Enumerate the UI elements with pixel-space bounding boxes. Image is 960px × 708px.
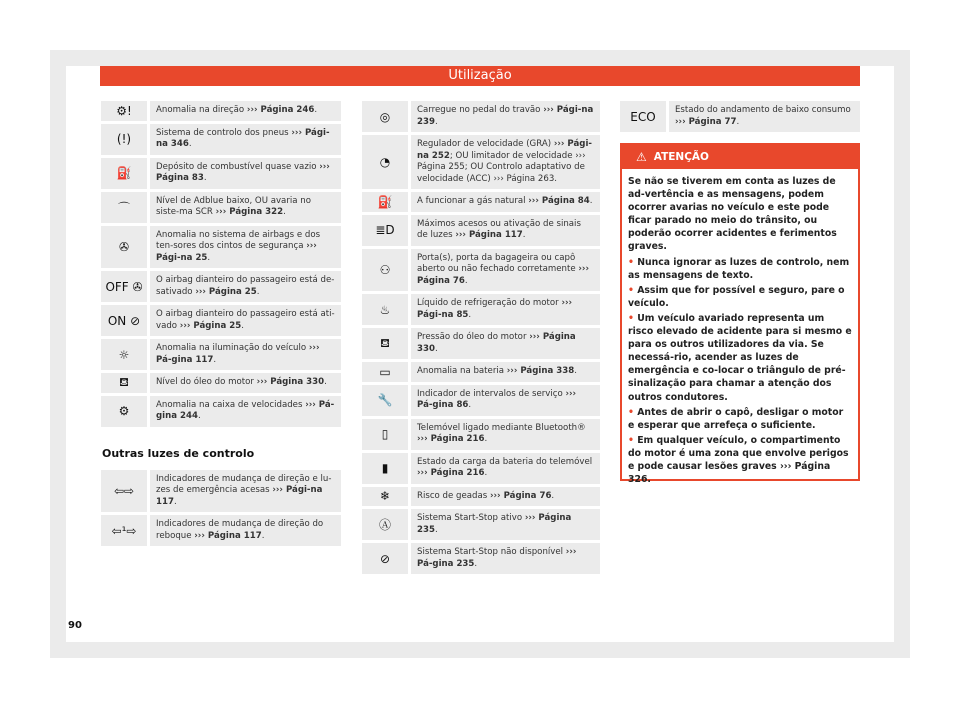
battery-icon: ▭ [379, 364, 391, 379]
cruise-control-icon: ◔ [379, 155, 391, 169]
indicator-lights-list [362, 101, 600, 574]
page-reference[interactable]: ››› Pági-na 117 [156, 485, 323, 507]
airbag-icon: ✇ [118, 239, 130, 254]
list-item-text: O airbag dianteiro do passageiro está de-sativado ››› Página 25. [147, 271, 341, 302]
list-item-text: Sistema Start-Stop ativo ››› Página 235. [408, 509, 600, 540]
page-reference[interactable]: ››› Página 84 [528, 196, 590, 206]
warning-bullet: • Em qualquer veículo, o compartimento do motor é uma zona que envolve perigos e pode causar lesões graves ››› Página 326. [628, 434, 849, 486]
list-item-text: Indicador de intervalos de serviço ››› Pá-gina 86. [408, 385, 600, 416]
page-number: 90 [68, 620, 82, 631]
list-item-text: Anomalia na direção ››› Página 246. [147, 101, 341, 121]
eco-lights-list [620, 101, 860, 132]
list-item-text: Estado da carga da bateria do telemóvel ››› Página 216. [408, 453, 600, 484]
door-open-icon: ⚇ [379, 262, 391, 277]
adblue-icon: ⌒ [117, 200, 130, 215]
list-item-text: Máximos acesos ou ativação de sinais de luzes ››› Página 117. [408, 215, 600, 246]
oil-pressure-icon: ⛾ [380, 335, 390, 350]
page-reference[interactable]: ››› Página 216 [417, 468, 485, 478]
start-stop-icon: Ⓐ [378, 518, 391, 532]
snowflake-icon: ❄ [379, 489, 391, 504]
list-item [362, 328, 600, 359]
list-item-text: Anomalia no sistema de airbags e dos ten-sores dos cintos de segurança ››› Pági-na 25. [147, 226, 341, 269]
list-item [101, 470, 341, 513]
list-item [362, 215, 600, 246]
column-3 [620, 101, 860, 135]
cng-icon: ⛽ [377, 194, 393, 209]
list-item [620, 101, 860, 132]
list-item [362, 419, 600, 450]
oil-can-icon: ⛾ [119, 374, 129, 389]
list-item-text: Depósito de combustível quase vazio ››› Página 83. [147, 158, 341, 189]
list-item [362, 101, 600, 132]
bullet-icon: • [628, 406, 638, 418]
warning-intro: Se não se tiverem em conta as luzes de ad-vertência e as mensagens, podem ocorrer avarias no veículo e este pode ficar parado no meio do trânsito, ou poderão ocorrer acidentes e ferimentos graves. [628, 176, 837, 253]
list-item [362, 249, 600, 292]
list-item [101, 158, 341, 189]
page-reference[interactable]: ››› Pági-na 85 [417, 298, 573, 320]
page-reference[interactable]: ››› Pá-gina 244 [156, 399, 335, 421]
list-item [362, 294, 600, 325]
wrench-icon: 🔧 [377, 393, 393, 407]
list-item-text: Pressão do óleo do motor ››› Página 330. [408, 328, 600, 359]
list-item [101, 101, 341, 121]
list-item [362, 135, 600, 189]
bullet-icon: • [628, 434, 638, 446]
warning-lights-list [101, 101, 341, 427]
light-bulb-icon: ☼ [118, 347, 130, 362]
list-item [101, 271, 341, 302]
list-item-text: Telemóvel ligado mediante Bluetooth® ››› Página 216. [408, 419, 600, 450]
warning-bullet: • Antes de abrir o capô, desligar o motor e esperar que arrefeça o suficiente. [628, 406, 844, 431]
page-reference[interactable]: ››› Página 25 [195, 286, 257, 297]
list-item-text: Sistema Start-Stop não disponível ››› Pá-gina 235. [408, 543, 600, 574]
list-item-text: Anomalia na bateria ››› Página 338. [408, 362, 600, 382]
list-item-text: Porta(s), porta da bagageira ou capô aberto ou não fechado corretamente ››› Página 76. [408, 249, 600, 292]
list-item [101, 396, 341, 427]
bullet-icon: • [628, 284, 638, 296]
warning-bullets [628, 256, 852, 487]
trailer-signal-icon: ⇦¹⇨ [111, 523, 137, 538]
page-reference[interactable]: ››› Página 246 [246, 105, 315, 115]
list-item-text: Nível de Adblue baixo, OU avaria no siste-ma SCR ››› Página 322. [147, 192, 341, 223]
page-reference[interactable]: ››› Página 83 [156, 161, 330, 183]
chapter-header: Utilização [100, 66, 860, 86]
page-reference[interactable]: ››› Pá-gina 117 [156, 343, 320, 365]
bullet-icon: • [628, 312, 638, 324]
page-reference[interactable]: ››› Página 76 [489, 490, 552, 501]
list-item-text: Risco de geadas ››› Página 76. [408, 487, 600, 507]
page-reference[interactable]: ››› Página 322 [215, 207, 284, 217]
list-item-text: Regulador de velocidade (GRA) ››› Pági-na 252; OU limitador de velocidade ››› Página 255; OU Controlo adaptativo de velocidade (ACC) ››› Página 263. [408, 135, 600, 189]
brake-pedal-icon: ◎ [379, 109, 391, 124]
steering-warning-icon: ⚙! [116, 103, 132, 118]
list-item [362, 453, 600, 484]
warning-box [620, 143, 860, 486]
warning-bullet: • Um veículo avariado representa um risco elevado de acidente para si mesmo e para os outros utilizadores da via. Se necessá-rio, acender as luzes de emergência e co-locar o triângulo de pré-sinalização para chamar a atenção dos outros condutores. [628, 312, 852, 403]
page-reference[interactable]: ››› Página 338 [506, 366, 575, 376]
page-reference[interactable]: ››› Página 25 [179, 320, 242, 331]
list-item [362, 509, 600, 540]
warning-triangle-icon: ⚠ [636, 150, 647, 164]
list-item-text: Nível do óleo do motor ››› Página 330. [147, 373, 341, 393]
warning-header [622, 145, 858, 169]
other-lights-list [101, 470, 341, 547]
eco-icon: ECO [630, 109, 656, 124]
list-item [362, 385, 600, 416]
page-reference[interactable]: ››› Pá-gina 86 [417, 388, 577, 410]
list-item [362, 487, 600, 507]
turn-signal-icon: ⇦⇨ [113, 483, 135, 498]
warning-title: ATENÇÃO [653, 151, 709, 163]
list-item-text: Estado do andamento de baixo consumo ››› Página 77. [666, 101, 860, 132]
phone-battery-icon: ▮ [381, 461, 389, 475]
warning-body [622, 169, 858, 486]
list-item-text: Líquido de refrigeração do motor ››› Pági-na 85. [408, 294, 600, 325]
page-reference[interactable]: ››› Pági-na 346 [156, 127, 330, 149]
page-reference[interactable]: ››› Página 77 [675, 116, 737, 127]
page-reference[interactable]: ››› Página 117 [455, 230, 523, 240]
coolant-icon: ♨ [379, 302, 391, 317]
list-item-text: Anomalia na caixa de velocidades ››› Pá-gina 244. [147, 396, 341, 427]
page-reference[interactable]: ››› Página 117 [194, 530, 262, 541]
list-item [101, 339, 341, 370]
page-reference[interactable]: ››› Pági-na 25 [156, 241, 317, 263]
list-item-text: Indicadores de mudança de direção e lu-zes de emergência acesas ››› Pági-na 117. [147, 470, 341, 513]
column-1 [101, 101, 341, 549]
section-title: Outras luzes de controlo [102, 446, 255, 460]
list-item [101, 226, 341, 269]
list-item [101, 192, 341, 223]
list-item [362, 192, 600, 212]
airbag-on-icon: ON ⊘ [107, 313, 141, 328]
warning-bullet: • Nunca ignorar as luzes de controlo, nem as mensagens de texto. [628, 256, 850, 281]
fuel-pump-icon: ⛽ [116, 166, 132, 180]
page-reference[interactable]: ››› Pági-na 239 [417, 105, 594, 127]
list-item [101, 305, 341, 336]
warning-bullet: • Assim que for possível e seguro, pare o veículo. [628, 284, 845, 309]
page-reference[interactable]: ››› Página 76 [417, 264, 589, 286]
list-item-text: Sistema de controlo dos pneus ››› Pági-na 346. [147, 124, 341, 155]
list-item [362, 543, 600, 574]
page-reference[interactable]: ››› Página 330 [417, 332, 576, 354]
page-reference[interactable]: ››› Página 235 [417, 513, 572, 535]
list-item-text: Anomalia na iluminação do veículo ››› Pá-gina 117. [147, 339, 341, 370]
gearbox-warning-icon: ⚙ [118, 404, 130, 418]
column-2 [362, 101, 600, 577]
start-stop-off-icon: ⊘ [379, 551, 391, 566]
list-item-text: Indicadores de mudança de direção do reboque ››› Página 117. [147, 515, 341, 546]
page-reference[interactable]: ››› Página 216 [417, 434, 485, 444]
airbag-off-icon: OFF ✇ [105, 279, 143, 294]
list-item [362, 362, 600, 382]
page-reference[interactable]: ››› Página 330 [256, 377, 325, 387]
bullet-icon: • [628, 256, 638, 268]
list-item-text: O airbag dianteiro do passageiro está ati-vado ››› Página 25. [147, 305, 341, 336]
high-beam-icon: ≣D [375, 223, 395, 237]
list-item-text: A funcionar a gás natural ››› Página 84. [408, 192, 600, 212]
phone-icon: ▯ [381, 427, 389, 441]
list-item [101, 124, 341, 155]
list-item [101, 373, 341, 393]
list-item-text: Carregue no pedal do travão ››› Pági-na 239. [408, 101, 600, 132]
page-reference[interactable]: ››› Pági-na 252 [417, 139, 592, 161]
tire-pressure-icon: (!) [116, 132, 132, 146]
page-reference[interactable]: ››› Pá-gina 235 [417, 547, 577, 569]
list-item [101, 515, 341, 546]
